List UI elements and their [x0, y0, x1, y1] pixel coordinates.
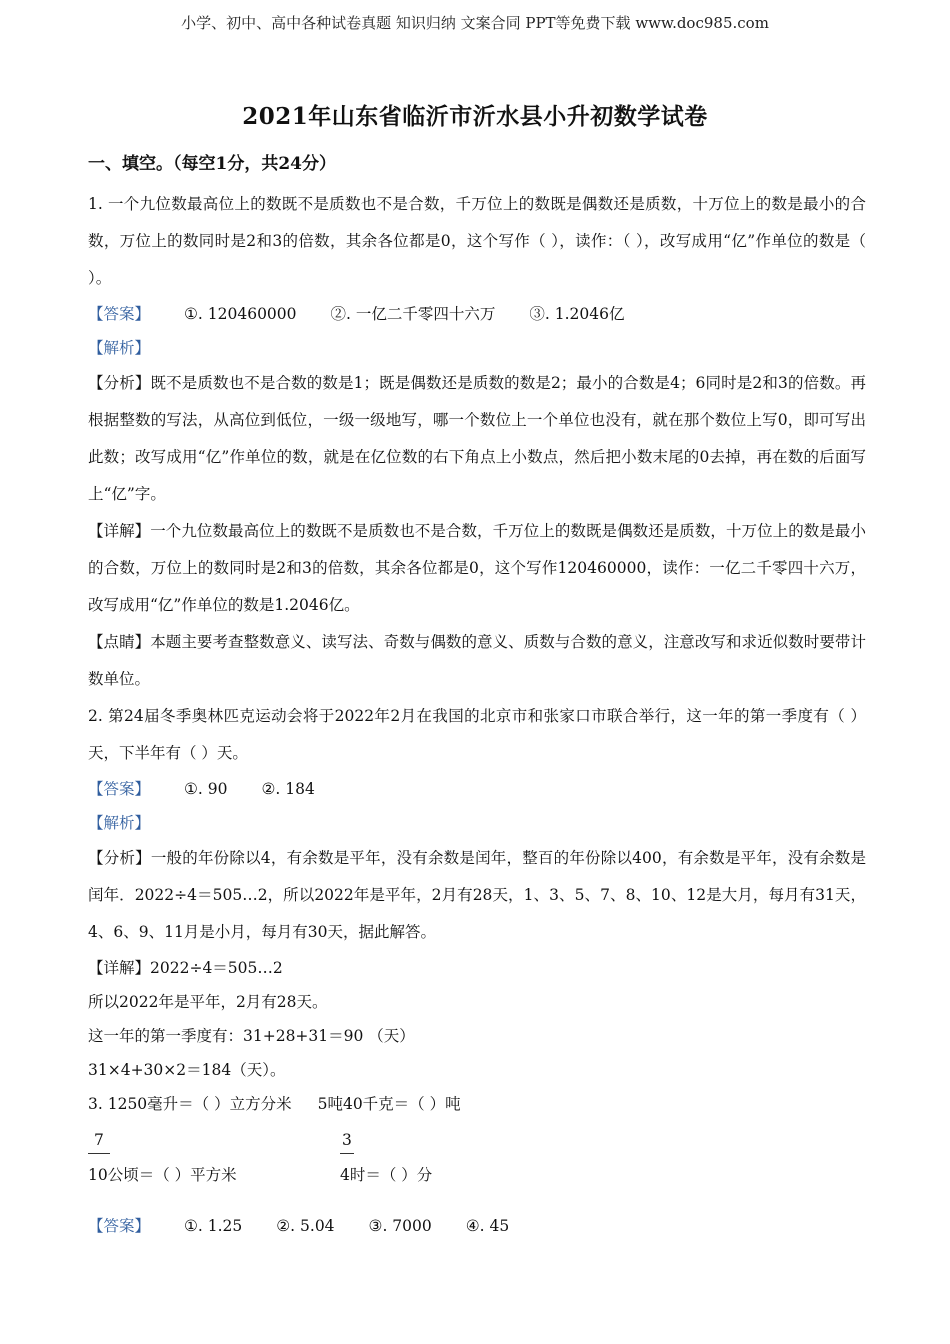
answer-row-3	[88, 1209, 866, 1243]
fraction-1-line	[88, 1163, 237, 1185]
section-heading: 一、填空。（每空1分，共24分）	[88, 154, 336, 174]
jiexi-tag: 【解析】	[88, 339, 151, 357]
fenxi-text: 一般的年份除以4，有余数是平年，没有余数是闰年，整百的年份除以400，有余数是平年，没有余数是闰年．2022÷4＝505…2，所以2022年是平年，2月有28天，1、3、5、7、8、10、12是大月，每月有31天，4、6、9、11月是小月，每月有30天，据此解答。	[88, 849, 866, 941]
fraction-bar	[340, 1153, 354, 1154]
fraction-7-10	[88, 1129, 110, 1156]
dianjing-text: 本题主要考查整数意义、读写法、奇数与偶数的意义、质数与合数的意义，注意改写和求近似数时要带计数单位。	[88, 633, 866, 688]
detail-2-line	[88, 951, 866, 985]
fraction-bar	[88, 1153, 110, 1154]
question-3-line	[88, 1087, 866, 1121]
answer-item: ③. 7000	[368, 1217, 432, 1235]
analysis-1	[88, 365, 866, 513]
question-2: 2. 第24届冬季奥林匹克运动会将于2022年2月在我国的北京市和张家口市联合举行，这一年的第一季度有（ ）天，下半年有（ ）天。	[88, 707, 866, 762]
document-body	[88, 150, 866, 1243]
question-1: 1. 一个九位数最高位上的数既不是质数也不是合数，千万位上的数既是偶数还是质数，十万位上的数是最小的合数，万位上的数同时是2和3的倍数，其余各位都是0，这个写作（ ），读作：（ ），改写成用“亿”作单位的数是（ ）。	[88, 195, 866, 287]
fraction-numerator: 7	[94, 1131, 104, 1149]
xiangjie-tag: 【详解】	[88, 959, 151, 977]
fenxi-text: 既不是质数也不是合数的数是1；既是偶数还是质数的数是2；最小的合数是4；6同时是2和3的倍数。再根据整数的写法，从高位到低位，一级一级地写，哪一个数位上一个单位也没有，就在那个数位上写0，即可写出此数；改写成用“亿”作单位的数，就是在亿位数的右下角点上小数点，然后把小数末尾的0去掉，再在数的后面写上“亿”字。	[88, 374, 866, 503]
answer-item: ④. 45	[465, 1217, 510, 1235]
jiexi-tag: 【解析】	[88, 814, 151, 832]
detail-2-line: 所以2022年是平年，2月有28天。	[88, 993, 328, 1011]
answer-tag: 【答案】	[88, 780, 151, 798]
fraction-1-text: 公顷＝（ ）平方米	[107, 1166, 237, 1184]
comment-1	[88, 624, 866, 698]
fraction-denominator: 4	[340, 1166, 350, 1184]
answer-item: ①. 120460000	[184, 305, 297, 323]
answer-item: ①. 1.25	[184, 1217, 243, 1235]
answer-item: ①. 90	[184, 780, 228, 798]
fenxi-tag: 【分析】	[88, 374, 151, 392]
answer-item: ③. 1.2046亿	[529, 305, 625, 323]
xiangjie-text: 2022÷4＝505…2	[150, 959, 283, 977]
question-3-fractions	[88, 1129, 866, 1193]
answer-row-2	[88, 772, 866, 806]
xiangjie-tag: 【详解】	[88, 522, 151, 540]
page-header: 小学、初中、高中各种试卷真题 知识归纳 文案合同 PPT等免费下载 www.doc985.com	[181, 14, 769, 32]
fraction-denominator: 10	[88, 1166, 108, 1184]
answer-item: ②. 一亿二千零四十六万	[330, 305, 496, 323]
answer-tag: 【答案】	[88, 305, 151, 323]
detail-2-line: 31×4+30×2＝184（天）。	[88, 1061, 286, 1079]
xiangjie-text: 一个九位数最高位上的数既不是质数也不是合数，千万位上的数既是偶数还是质数，十万位上的数是最小的合数，万位上的数同时是2和3的倍数，其余各位都是0，这个写作120460000，读作：一亿二千零四十六万，改写成用“亿”作单位的数是1.2046亿。	[88, 522, 866, 614]
detail-1	[88, 513, 866, 624]
fenxi-tag: 【分析】	[88, 849, 151, 867]
answer-item: ②. 5.04	[276, 1217, 335, 1235]
detail-2-line: 这一年的第一季度有：31+28+31＝90 （天）	[88, 1027, 415, 1045]
fraction-2-line	[340, 1163, 432, 1185]
fraction-2-text: 时＝（ ）分	[349, 1166, 433, 1184]
dianjing-tag: 【点睛】	[88, 633, 151, 651]
answer-item: ②. 184	[261, 780, 315, 798]
q3-part-b: 5吨40千克＝（ ）吨	[317, 1095, 461, 1113]
fraction-numerator: 3	[342, 1131, 352, 1149]
fraction-3-4	[340, 1129, 354, 1156]
answer-tag: 【答案】	[88, 1217, 151, 1235]
q3-part-a: 3. 1250毫升＝（ ）立方分米	[88, 1095, 292, 1113]
analysis-2	[88, 840, 866, 951]
answer-row-1	[88, 297, 866, 331]
page-title: 2021年山东省临沂市沂水县小升初数学试卷	[242, 103, 708, 130]
